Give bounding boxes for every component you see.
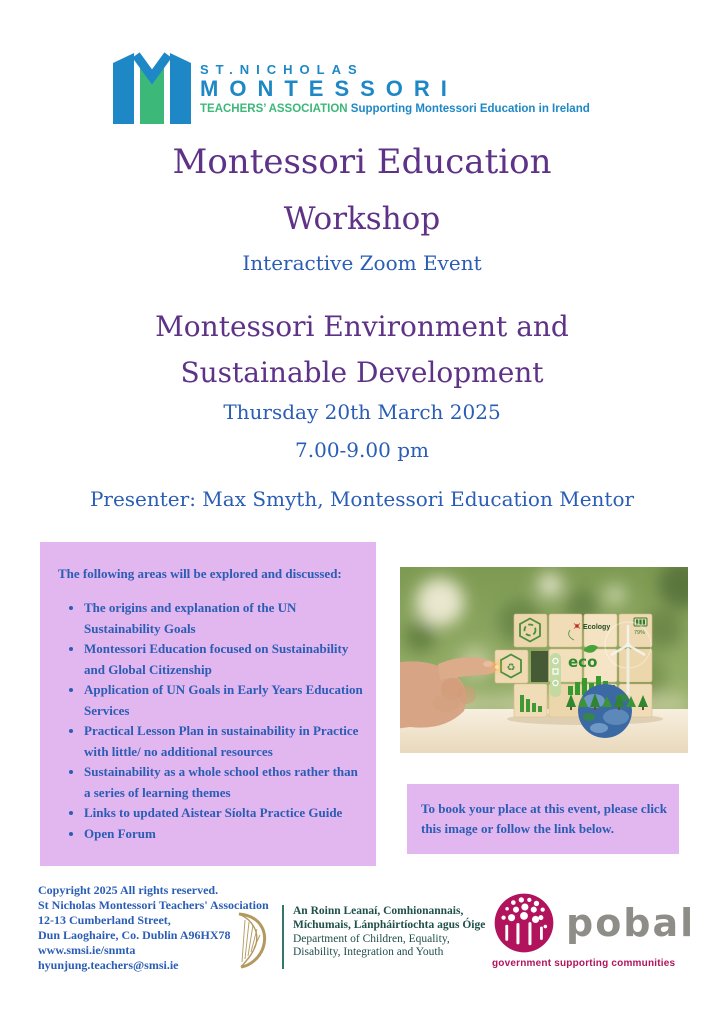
department-logo <box>232 903 508 969</box>
logo-divider <box>282 905 284 969</box>
copyright-line: Copyright 2025 All rights reserved. <box>38 883 219 897</box>
agenda-item: • Links to updated Aistear Síolta Practice Guide <box>84 803 370 824</box>
copyright-line: St Nicholas Montessori Teachers' Association <box>38 897 269 912</box>
pobal-logo <box>492 891 695 969</box>
event-format: Interactive Zoom Event <box>242 251 482 275</box>
montessori-m-icon <box>113 50 191 124</box>
svg-text:♻: ♻ <box>506 662 516 674</box>
department-irish-line1: An Roinn Leanaí, Comhionannais, <box>293 905 464 917</box>
department-irish-line2: Míchumais, Lánpháirtíochta agus Óige <box>293 918 486 931</box>
pobal-wordmark: pobal <box>566 901 696 945</box>
logo-supporting-label: Supporting Montessori Education in Ireland <box>347 103 590 115</box>
copyright-line: Dun Laoghaire, Co. Dublin A96HX78 <box>38 927 231 942</box>
eco-label: eco <box>568 653 598 671</box>
department-english-line2: Disability, Integration and Youth <box>293 946 444 959</box>
agenda-item: • Application of UN Goals in Early Years Education Services <box>84 680 370 721</box>
snmta-logo <box>113 50 590 124</box>
agenda-item: • Montessori Education focused on Sustainability and Global Citizenship <box>84 639 370 680</box>
topic-line2: Sustainable Development <box>180 356 544 389</box>
department-english-line1: Department of Children, Equality, <box>293 932 450 945</box>
agenda-list <box>58 598 370 844</box>
earth-globe <box>578 684 632 738</box>
agenda-intro: The following areas will be explored and discussed: <box>58 566 342 581</box>
meter-label: 79% <box>634 630 646 636</box>
ecology-label: Ecology <box>583 624 611 631</box>
harp-icon <box>232 911 272 969</box>
event-time: 7.00-9.00 pm <box>295 438 429 462</box>
agenda-item: • Practical Lesson Plan in sustainability in Practice with little/ no additional resources <box>84 721 370 762</box>
department-name <box>293 905 508 960</box>
agenda-item: • Sustainability as a whole school ethos rather than a series of learning themes <box>84 762 370 803</box>
agenda-box <box>40 542 376 866</box>
topic-line1: Montessori Environment and <box>155 310 569 343</box>
logo-name-line1: ST.NICHOLAS <box>200 62 364 77</box>
agenda-item: • Open Forum <box>84 824 370 845</box>
pobal-tagline: government supporting communities <box>492 958 676 969</box>
logo-tagline <box>200 103 590 116</box>
copyright-line: www.smsi.ie/snmta <box>38 942 136 957</box>
event-date: Thursday 20th March 2025 <box>223 400 501 424</box>
booking-note: To book your place at this event, please click this image or follow the link below. <box>407 784 679 854</box>
pobal-icon <box>492 891 556 955</box>
agenda-item: • The origins and explanation of the UN Sustainability Goals <box>84 598 370 639</box>
copyright-line: hyunjung.teachers@smsi.ie <box>38 957 179 972</box>
copyright-line: 12-13 Cumberland Street, <box>38 912 171 927</box>
event-photo[interactable] <box>400 567 688 753</box>
logo-association-label: TEACHERS’ ASSOCIATION <box>200 103 348 115</box>
presenter-line: Presenter: Max Smyth, Montessori Education Mentor <box>89 487 635 511</box>
logo-name-line2: MONTESSORI <box>200 76 458 101</box>
title-line1: Montessori Education <box>172 142 552 182</box>
title-line2: Workshop <box>283 201 441 237</box>
